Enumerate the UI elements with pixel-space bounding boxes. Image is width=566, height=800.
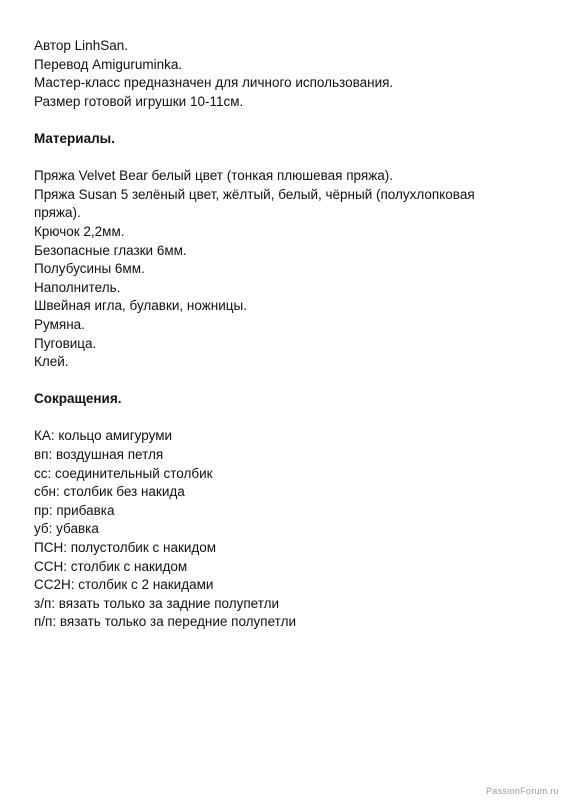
intro-section	[34, 37, 534, 111]
materials-item: Наполнитель.	[34, 279, 121, 295]
materials-item: Швейная игла, булавки, ножницы.	[34, 298, 247, 314]
abbreviations-heading: Сокращения.	[34, 391, 122, 407]
abbreviation-item: п/п: вязать только за передние полупетли	[34, 614, 296, 630]
abbreviation-item: вп: воздушная петля	[34, 447, 164, 463]
materials-item: Клей.	[34, 354, 69, 370]
materials-heading: Материалы.	[34, 130, 115, 146]
toy-size-line: Размер готовой игрушки 10-11см.	[34, 93, 244, 109]
materials-item: Пряжа Susan 5 зелёный цвет, жёлтый, белый, чёрный (полухлопковая	[34, 186, 475, 202]
abbreviations-section	[34, 390, 534, 632]
abbreviation-item: ССН: столбик с накидом	[34, 558, 188, 574]
abbreviation-item: КА: кольцо амигуруми	[34, 428, 173, 444]
site-watermark: PassionForum.ru	[485, 786, 559, 796]
abbreviation-item: пр: прибавка	[34, 502, 115, 518]
materials-section	[34, 130, 534, 372]
spacer	[34, 149, 534, 168]
translation-line: Перевод Amiguruminka.	[34, 56, 183, 72]
spacer	[34, 372, 534, 391]
abbreviation-item: сбн: столбик без накида	[34, 484, 185, 500]
materials-item: Румяна.	[34, 316, 85, 332]
abbreviation-item: з/п: вязать только за задние полупетли	[34, 595, 280, 611]
document-body	[34, 37, 534, 632]
abbreviation-item: СС2Н: столбик с 2 накидами	[34, 577, 214, 593]
materials-item: Пряжа Velvet Bear белый цвет (тонкая плюшевая пряжа).	[34, 168, 393, 184]
usage-note-line: Мастер-класс предназначен для личного использования.	[34, 75, 394, 91]
abbreviation-item: сс: соединительный столбик	[34, 465, 213, 481]
materials-item: пряжа).	[34, 205, 81, 221]
materials-item: Полубусины 6мм.	[34, 261, 145, 277]
abbreviation-item: ПСН: полустолбик с накидом	[34, 540, 217, 556]
spacer	[34, 111, 534, 130]
spacer	[34, 409, 534, 428]
materials-item: Безопасные глазки 6мм.	[34, 242, 187, 258]
materials-item: Крючок 2,2мм.	[34, 223, 125, 239]
materials-item: Пуговица.	[34, 335, 97, 351]
author-line: Автор LinhSan.	[34, 38, 128, 53]
abbreviation-item: уб: убавка	[34, 521, 99, 537]
